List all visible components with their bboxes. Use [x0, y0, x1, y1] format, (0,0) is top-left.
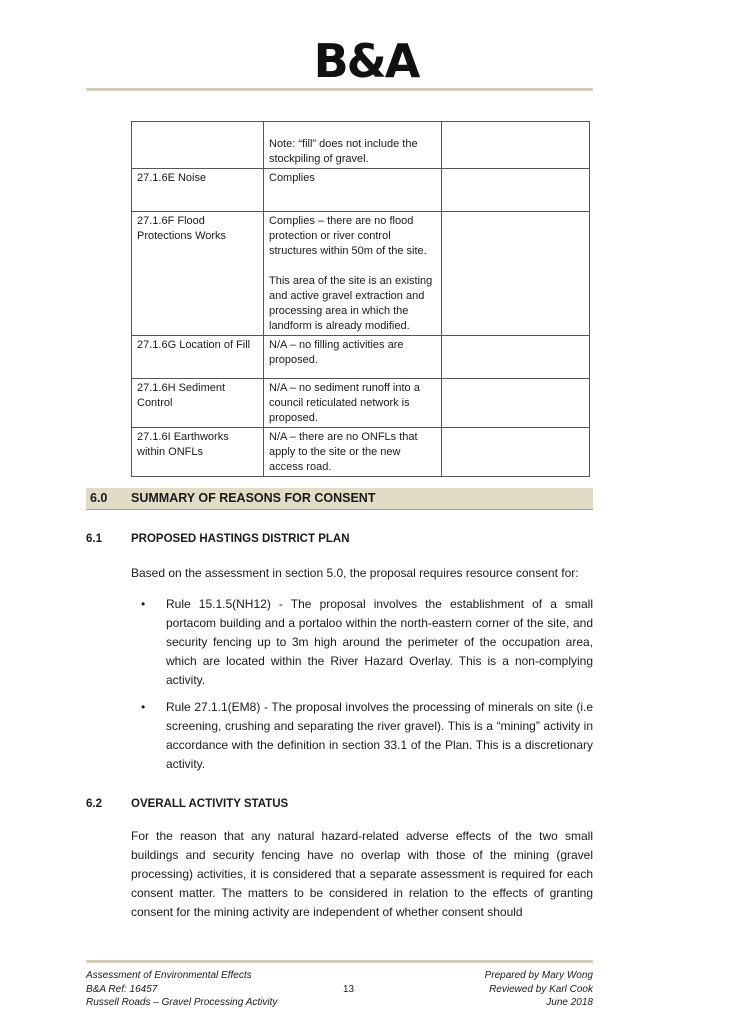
header-divider [86, 88, 593, 91]
table-cell-assessment [264, 336, 442, 379]
subsection-number: 6.1 [86, 533, 102, 545]
bullet-icon: • [141, 700, 146, 714]
table-row [132, 122, 590, 169]
subsection-title: PROPOSED HASTINGS DISTRICT PLAN [131, 533, 350, 545]
footer-prepared-by: Prepared by Mary Wong [484, 970, 593, 981]
table-cell-rule: 27.1.6F Flood Protections Works [132, 212, 264, 336]
table-row [132, 379, 590, 428]
footer-date: June 2018 [546, 997, 593, 1008]
section-heading [86, 488, 593, 510]
subsection-number: 6.2 [86, 798, 102, 810]
cell-paragraph: This area of the site is an existing and active gravel extraction and processing area in which the landform is already modified. [269, 275, 433, 332]
table-cell-rule: 27.1.6I Earthworks within ONFLs [132, 428, 264, 477]
cell-paragraph: N/A – no filling activities are proposed. [269, 339, 404, 366]
table-cell-comment [442, 428, 590, 477]
page-number: 13 [343, 984, 355, 995]
cell-paragraph: Complies – there are no flood protection or river control structures within 50m of the site. [269, 215, 427, 257]
table-row [132, 169, 590, 212]
body-paragraph: For the reason that any natural hazard-related adverse effects of the two small buildings and security fencing have no overlap with those of the mining (gravel processing) activities, it is considered that a separate assessment is required for each consent matter. The matters to be considered in relation to the effects of granting consent for the mining activity are independent of whether consent should [131, 829, 593, 919]
footer-reference: B&A Ref: 16457 [86, 983, 158, 995]
table-cell-assessment [264, 169, 442, 212]
list-item-text: Rule 15.1.5(NH12) - The proposal involves the establishment of a small portacom building and a portaloo within the north-eastern corner of the site, and security fencing up to 3m high around the perimeter of the occupation area, which are located within the River Hazard Overlay. This is a non-complying activity. [166, 597, 593, 687]
table-cell-comment [442, 212, 590, 336]
table-cell-assessment [264, 379, 442, 428]
list-item-text: Rule 27.1.1(EM8) - The proposal involves the processing of minerals on site (i.e screening, crushing and separating the river gravel). This is a “mining” activity in accordance with the definition in section 33.1 of the Plan. This is a discretionary activity. [166, 700, 593, 771]
list-item [141, 698, 593, 774]
footer-left [86, 969, 277, 1010]
table-cell-rule [132, 122, 264, 169]
table-cell-comment [442, 122, 590, 169]
table-row [132, 212, 590, 336]
table-cell-assessment [264, 428, 442, 477]
cell-paragraph: Complies [269, 172, 315, 184]
footer-divider [86, 960, 593, 963]
table-cell-rule: 27.1.6G Location of Fill [132, 336, 264, 379]
table-cell-assessment [264, 122, 442, 169]
footer-right [485, 969, 593, 1010]
table-cell-rule: 27.1.6H Sediment Control [132, 379, 264, 428]
cell-paragraph: Note: “fill” does not include the stockpiling of gravel. [269, 138, 418, 165]
footer-reviewed-by: Reviewed by Karl Cook [489, 983, 593, 995]
footer-project: Russell Roads – Gravel Processing Activity [86, 997, 278, 1008]
table-cell-comment [442, 379, 590, 428]
table-cell-comment [442, 336, 590, 379]
section-title: SUMMARY OF REASONS FOR CONSENT [131, 491, 376, 505]
footer-document-title: Assessment of Environmental Effects [86, 970, 252, 981]
table-cell-comment [442, 169, 590, 212]
intro-paragraph: Based on the assessment in section 5.0, the proposal requires resource consent for: [131, 566, 579, 580]
rules-table [131, 121, 590, 477]
subsection-title: OVERALL ACTIVITY STATUS [131, 798, 289, 810]
table-row [132, 428, 590, 477]
list-item [141, 595, 593, 690]
table-cell-assessment [264, 212, 442, 336]
cell-paragraph: N/A – there are no ONFLs that apply to the site or the new access road. [269, 431, 418, 473]
company-logo: B&A [313, 34, 419, 88]
section-number: 6.0 [90, 491, 108, 505]
table-cell-rule: 27.1.6E Noise [132, 169, 264, 212]
table-row [132, 336, 590, 379]
cell-paragraph: N/A – no sediment runoff into a council reticulated network is proposed. [269, 382, 420, 424]
bullet-icon: • [141, 597, 146, 611]
